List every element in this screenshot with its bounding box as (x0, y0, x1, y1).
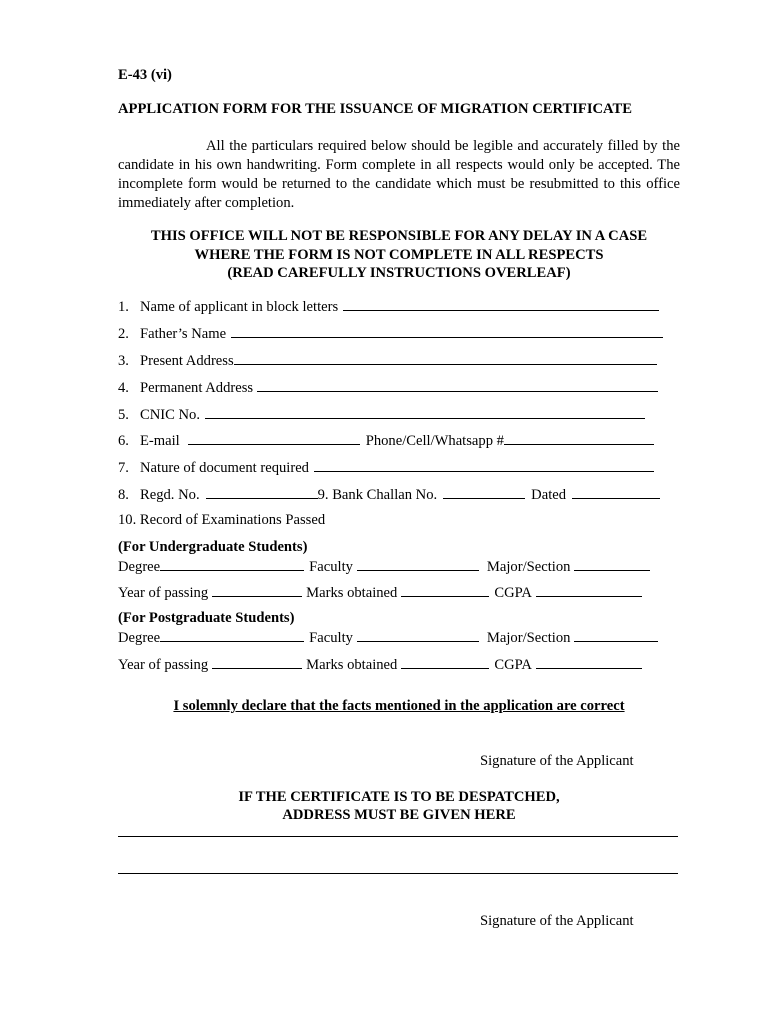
warning-line-3: (READ CAREFULLY INSTRUCTIONS OVERLEAF) (227, 265, 571, 281)
field-number: 6. (118, 433, 129, 449)
permanent-address-blank[interactable] (257, 378, 658, 392)
field-label: Name of applicant in block letters (140, 299, 339, 315)
ug-major-blank[interactable] (574, 557, 650, 571)
field-present-address (118, 351, 657, 370)
undergrad-year-row (118, 583, 642, 602)
field-label: Marks obtained (306, 585, 398, 601)
pg-year-blank[interactable] (212, 655, 302, 669)
field-number: 8. (118, 487, 129, 503)
field-label: Faculty (309, 630, 353, 646)
ug-marks-blank[interactable] (401, 583, 489, 597)
field-label: Marks obtained (306, 657, 398, 673)
warning-notice (118, 227, 680, 283)
declaration-statement: I solemnly declare that the facts mentioned in the application are correct (173, 698, 625, 714)
field-label: CGPA (494, 657, 532, 673)
undergrad-heading (118, 539, 307, 556)
field-label: E-mail (140, 433, 180, 449)
section-heading: (For Undergraduate Students) (118, 539, 308, 555)
fathers-name-blank[interactable] (231, 324, 663, 338)
field-label: Regd. No. (140, 487, 200, 503)
field-label: 9. Bank Challan No. (317, 487, 438, 503)
field-label: Year of passing (118, 585, 209, 601)
dated-blank[interactable] (572, 485, 660, 499)
form-title: APPLICATION FORM FOR THE ISSUANCE OF MIGRATION CERTIFICATE (118, 101, 632, 117)
postgrad-degree-row (118, 628, 658, 647)
field-email-phone (118, 431, 654, 450)
pg-major-blank[interactable] (574, 628, 658, 642)
field-label: Year of passing (118, 657, 209, 673)
intro-paragraph: All the particulars required below should be legible and accurately filled by the candidate in his own handwriting. Form complete in all respects would only be accepted. The incomplete form would be returned to the candidate which must be resubmitted to this office immediately after completion. (118, 138, 680, 211)
present-address-blank[interactable] (234, 351, 657, 365)
section-heading: (For Postgraduate Students) (118, 610, 295, 626)
field-label: Father’s Name (140, 326, 227, 342)
field-number: 5. (118, 407, 129, 423)
field-label: 10. Record of Examinations Passed (118, 512, 326, 528)
pg-cgpa-blank[interactable] (536, 655, 642, 669)
form-code: E-43 (vi) (118, 67, 172, 83)
dispatch-address-line-2[interactable] (118, 873, 678, 874)
dispatch-notice (118, 788, 680, 824)
field-label: CGPA (494, 585, 532, 601)
field-label: Nature of document required (140, 460, 309, 476)
field-fathers-name (118, 324, 663, 343)
pg-faculty-blank[interactable] (357, 628, 479, 642)
field-cnic (118, 405, 645, 424)
postgrad-year-row (118, 655, 642, 674)
dispatch-line-2: ADDRESS MUST BE GIVEN HERE (282, 807, 516, 823)
warning-line-2: WHERE THE FORM IS NOT COMPLETE IN ALL RESPECTS (194, 246, 604, 263)
regd-no-blank[interactable] (206, 485, 318, 499)
cnic-blank[interactable] (205, 405, 645, 419)
signature-label-1: Signature of the Applicant (480, 753, 634, 769)
field-document-nature (118, 458, 654, 477)
challan-no-blank[interactable] (443, 485, 525, 499)
ug-cgpa-blank[interactable] (536, 583, 642, 597)
dispatch-line-1: IF THE CERTIFICATE IS TO BE DESPATCHED, (238, 789, 560, 805)
field-applicant-name (118, 297, 659, 316)
field-exam-record (118, 512, 325, 529)
ug-faculty-blank[interactable] (357, 557, 479, 571)
field-label: Major/Section (486, 630, 571, 646)
field-regd-challan-date (118, 485, 660, 504)
ug-year-blank[interactable] (212, 583, 302, 597)
document-nature-blank[interactable] (314, 458, 654, 472)
phone-blank[interactable] (504, 431, 654, 445)
ug-degree-blank[interactable] (160, 557, 304, 571)
field-label: Major/Section (486, 559, 571, 575)
field-label: Present Address (140, 353, 234, 369)
field-label: Faculty (309, 559, 353, 575)
signature-label-2: Signature of the Applicant (480, 913, 634, 929)
warning-line-1: THIS OFFICE WILL NOT BE RESPONSIBLE FOR ANY DELAY IN A CASE (150, 228, 648, 244)
field-label: Degree (118, 559, 161, 575)
field-number: 7. (118, 460, 129, 476)
field-number: 2. (118, 326, 129, 342)
field-permanent-address (118, 378, 658, 397)
pg-degree-blank[interactable] (160, 628, 304, 642)
pg-marks-blank[interactable] (401, 655, 489, 669)
field-number: 4. (118, 380, 129, 396)
postgrad-heading (118, 610, 294, 627)
undergrad-degree-row (118, 557, 650, 576)
email-blank[interactable] (188, 431, 360, 445)
field-number: 1. (118, 299, 129, 315)
field-label: Degree (118, 630, 161, 646)
field-label: Permanent Address (140, 380, 254, 396)
field-label: CNIC No. (140, 407, 200, 423)
field-number: 3. (118, 353, 129, 369)
field-label: Dated (531, 487, 567, 503)
dispatch-address-line-1[interactable] (118, 836, 678, 837)
applicant-name-blank[interactable] (343, 297, 659, 311)
field-label: Phone/Cell/Whatsapp # (365, 433, 504, 449)
